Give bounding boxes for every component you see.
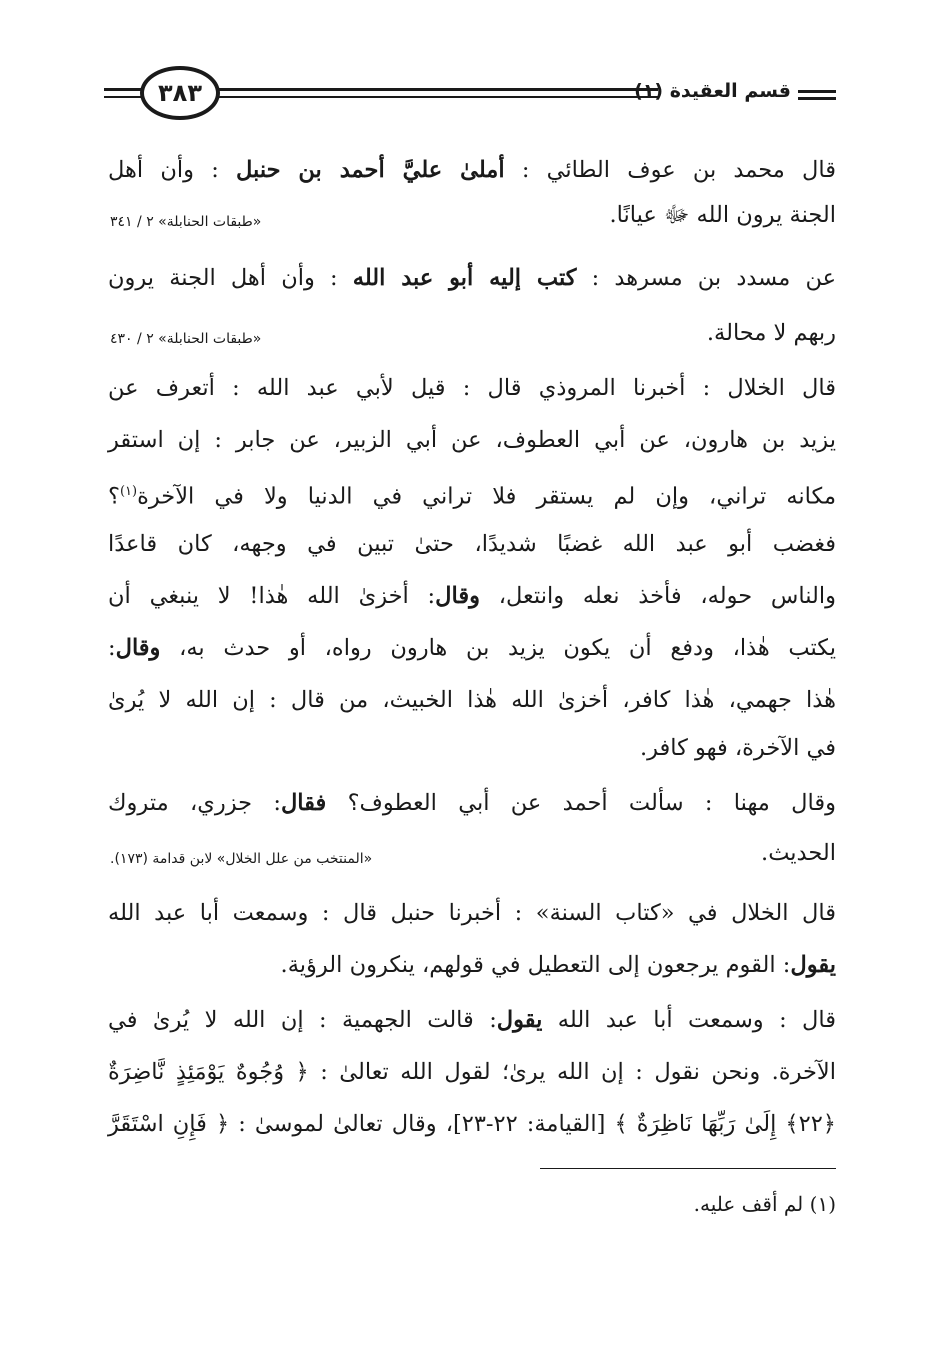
text-line	[108, 581, 836, 611]
text-run: والناس حوله، فأخذ نعله وانتعل،	[479, 583, 836, 609]
text-run: : قالت الجهمية : إن الله لا يُرىٰ في	[108, 1007, 497, 1033]
text-line: قال الخلال : أخبرنا المروذي قال : قيل لأبي عبد الله : أتعرف عن	[108, 375, 836, 401]
text-run: : القوم يرجعون إلى التعطيل في قولهم، ينكرون الرؤية.	[280, 952, 791, 978]
text-line: ﴿٢٢﴾ إِلَىٰ رَبِّهَا نَاظِرَةٌ ﴾ [القيامة: ٢٢-٢٣]، وقال تعالىٰ لموسىٰ : ﴿ فَإِنِ اسْتَقَرَّ	[108, 1111, 836, 1137]
bold-run: كتب إليه أبو عبد الله	[352, 265, 577, 291]
bold-run: يقول	[496, 1007, 543, 1033]
text-run: مكانه تراني، وإن لم يستقر فلا تراني في الدنيا ولا في الآخرة	[137, 483, 836, 510]
text-run: : وأن أهل الجنة يرون	[108, 265, 353, 291]
header-rule	[216, 96, 658, 98]
footnote-separator	[540, 1168, 836, 1169]
bold-run: يقول	[790, 952, 836, 978]
text-line: فغضب أبو عبد الله غضبًا شديدًا، حتىٰ تبين في وجهه، كان قاعدًا	[108, 531, 836, 557]
header-rule	[104, 96, 144, 98]
text-run: يكتب هٰذا، ودفع أن يكون يزيد بن هارون رواه، أو حدث به،	[160, 635, 836, 661]
page-header	[104, 66, 836, 126]
text-line	[108, 155, 836, 185]
text-run: : أخزىٰ الله هٰذا! لا ينبغي أن	[108, 583, 436, 609]
text-run: وقال مهنا : سألت أحمد عن أبي العطوف؟	[326, 790, 836, 816]
text-line	[108, 477, 836, 512]
text-line	[108, 633, 836, 663]
text-run: :	[108, 635, 116, 661]
text-run: قال : وسمعت أبا عبد الله	[542, 1007, 837, 1033]
text-run: ؟	[108, 483, 120, 510]
text-line: الآخرة. ونحن نقول : إن الله يرىٰ؛ لقول الله تعالىٰ : ﴿ وُجُوهٌ يَوْمَئِذٍ نَّاضِرَةٌ	[108, 1059, 836, 1085]
text-line: ربهم لا محالة.	[706, 320, 836, 346]
text-line: يزيد بن هارون، عن أبي العطوف، عن أبي الزبير، عن جابر : إن استقر	[108, 427, 836, 453]
source-reference: «طبقات الحنابلة» ٢ / ٤٣٠	[110, 331, 262, 347]
text-line: الحديث.	[761, 840, 836, 866]
text-line: قال الخلال في «كتاب السنة» : أخبرنا حنبل قال : وسمعت أبا عبد الله	[108, 900, 837, 926]
footnote: (١) لم أقف عليه.	[693, 1192, 836, 1216]
text-line	[108, 263, 836, 293]
text-line	[108, 1005, 836, 1035]
text-line	[108, 950, 836, 980]
source-reference: «طبقات الحنابلة» ٢ / ٣٤١	[110, 214, 262, 230]
text-run: عن مسدد بن مسرهد :	[576, 265, 837, 291]
header-rule	[104, 88, 144, 91]
source-reference: «المنتخب من علل الخلال» لابن قدامة (١٧٣).	[110, 851, 373, 867]
header-rule	[216, 88, 658, 91]
section-title: قسم العقيدة (١)	[634, 80, 791, 102]
bold-run: وقال	[115, 635, 161, 661]
text-line: هٰذا جهمي، هٰذا كافر، أخزىٰ الله هٰذا الخبيث، من قال : إن الله لا يُرىٰ	[108, 687, 836, 713]
text-line	[108, 788, 836, 818]
text-line: في الآخرة، فهو كافر.	[639, 735, 836, 761]
bold-run: أملىٰ عليَّ أحمد بن حنبل	[236, 157, 505, 183]
text-run: : جزري، متروك	[108, 790, 281, 816]
text-run: : وأن أهل	[108, 157, 237, 183]
text-line: الجنة يرون الله ﷻ عيانًا.	[609, 202, 836, 228]
bold-run: فقال	[280, 790, 327, 816]
page-number: ٣٨٣	[140, 66, 220, 120]
header-dash	[798, 90, 836, 93]
text-run: قال محمد بن عوف الطائي :	[504, 157, 836, 183]
footnote-marker: (١)	[119, 484, 138, 499]
bold-run: وقال	[435, 583, 480, 609]
